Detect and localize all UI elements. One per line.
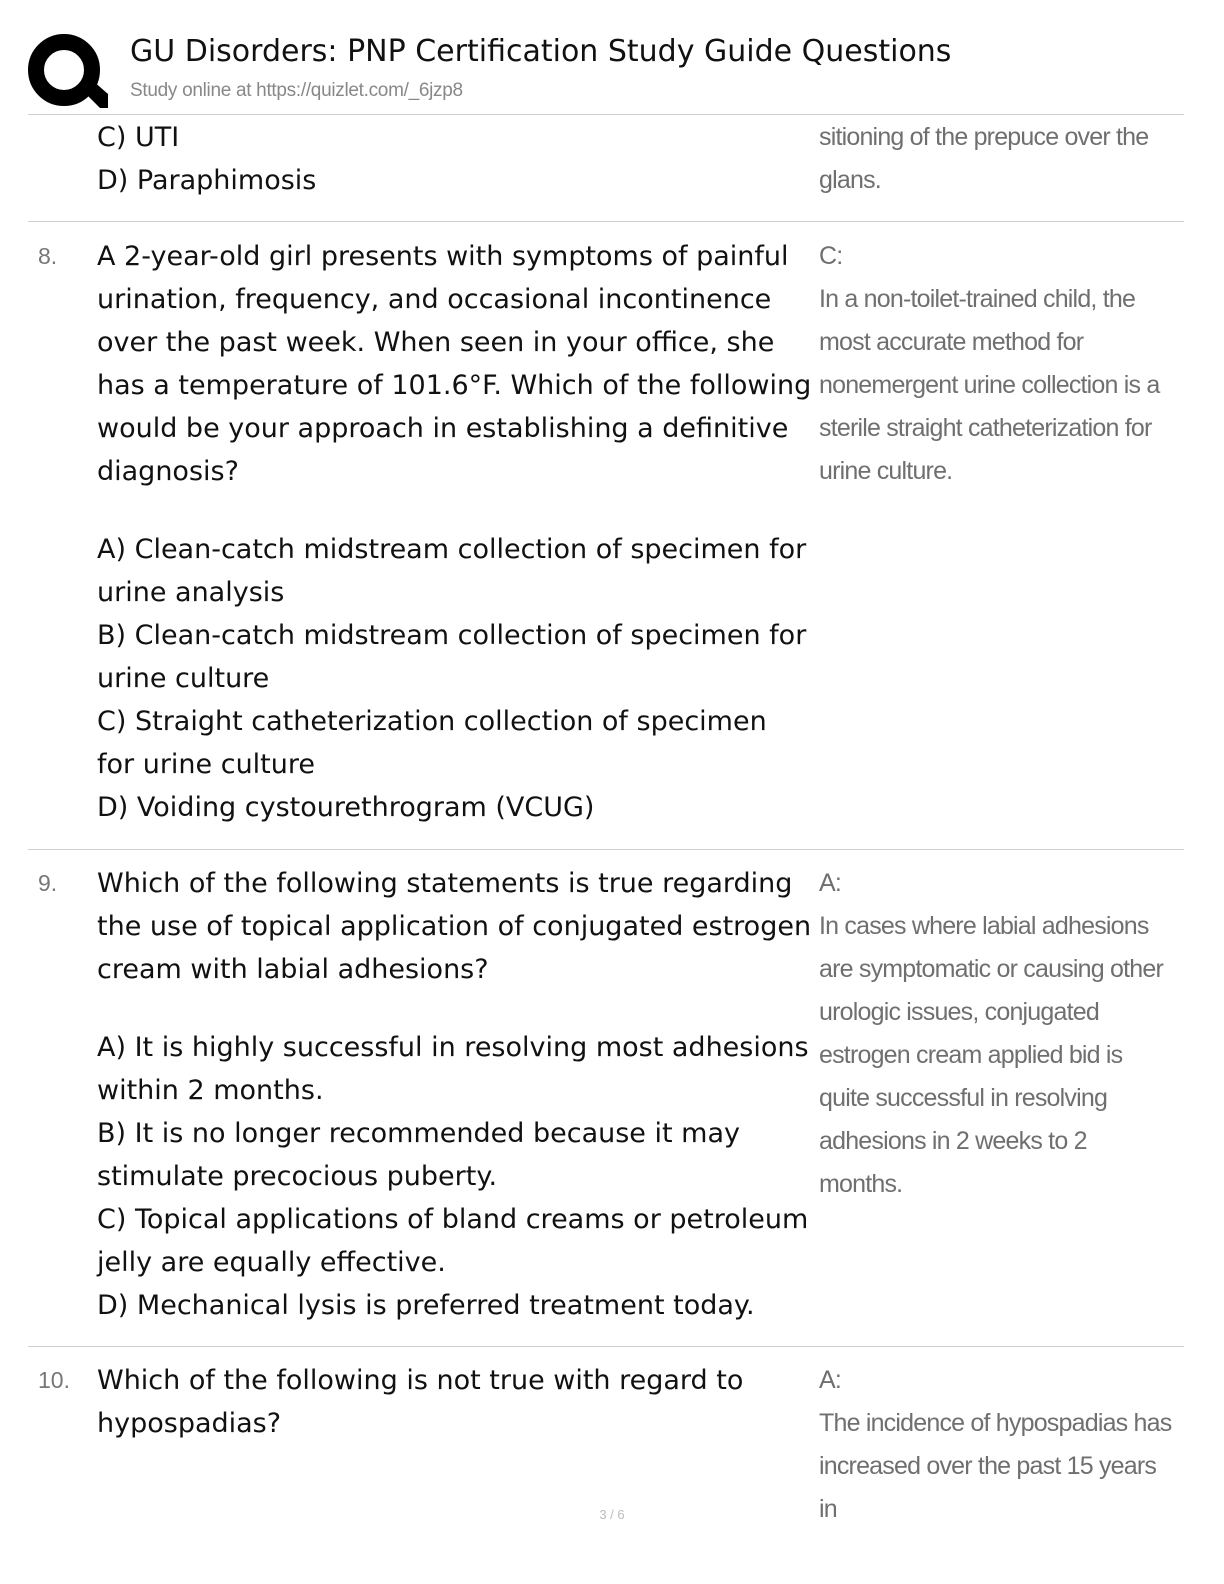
answer-letter: A: (819, 869, 842, 897)
page-title: GU Disorders: PNP Certification Study Guide Questions (130, 34, 952, 69)
option-c: C) Topical applications of bland creams or petroleum jelly are equally effective. (97, 1204, 809, 1278)
option-b: B) It is no longer recommended because it may stimulate precocious puberty. (97, 1118, 740, 1192)
answer-letter: A: (819, 1366, 842, 1394)
question-text: Which of the following is not true with regard to hypospadias? (97, 1365, 744, 1439)
question-number: 8. (38, 243, 58, 269)
card-10-answer (819, 1359, 1174, 1523)
quizlet-logo-icon (28, 32, 106, 110)
card-7-question (97, 116, 812, 202)
option-c: C) Straight catheterization collection of specimen for urine culture (97, 706, 767, 780)
card-9-answer (819, 862, 1174, 1206)
question-text: Which of the following statements is true regarding the use of topical application of conjugated estrogen cream with labial adhesions? (97, 868, 812, 985)
divider (28, 114, 1184, 115)
divider (28, 221, 1184, 222)
option-c: C) UTI (97, 122, 180, 153)
option-b: B) Clean-catch midstream collection of specimen for urine culture (97, 620, 807, 694)
question-text: A 2-year-old girl presents with symptoms of painful urination, frequency, and occasional incontinence over the past week. When seen in your office, she has a temperature of 101.6°F. Which of the following would be your approach in establishing a definitive diagnosis? (97, 241, 812, 487)
option-d: D) Mechanical lysis is preferred treatment today. (97, 1290, 755, 1321)
card-7-answer (819, 116, 1174, 202)
question-number: 9. (38, 870, 58, 896)
page-number: 3 / 6 (599, 1507, 625, 1522)
answer-text: sitioning of the prepuce over the glans. (819, 123, 1149, 194)
page-header (28, 30, 1188, 114)
card-8-question (97, 235, 812, 829)
card-9-question (97, 862, 812, 1327)
answer-text: In cases where labial adhesions are symptomatic or causing other urologic issues, conjugated estrogen cream applied bid is quite successful in resolving adhesions in 2 weeks to 2 months. (819, 912, 1164, 1198)
answer-text: The incidence of hypospadias has increased over the past 15 years in (819, 1409, 1172, 1523)
question-number: 10. (38, 1367, 70, 1393)
divider (28, 1346, 1184, 1347)
divider (28, 849, 1184, 850)
study-online-link[interactable]: Study online at https://quizlet.com/_6jzp8 (130, 80, 463, 101)
answer-text: In a non-toilet-trained child, the most accurate method for nonemergent urine collection is a sterile straight catheterization for urine culture. (819, 285, 1160, 485)
option-a: A) Clean-catch midstream collection of specimen for urine analysis (97, 534, 807, 608)
option-d: D) Paraphimosis (97, 165, 317, 196)
answer-letter: C: (819, 242, 843, 270)
option-a: A) It is highly successful in resolving most adhesions within 2 months. (97, 1032, 809, 1106)
option-d: D) Voiding cystourethrogram (VCUG) (97, 792, 595, 823)
card-10-question (97, 1359, 812, 1445)
card-8-answer (819, 235, 1174, 493)
